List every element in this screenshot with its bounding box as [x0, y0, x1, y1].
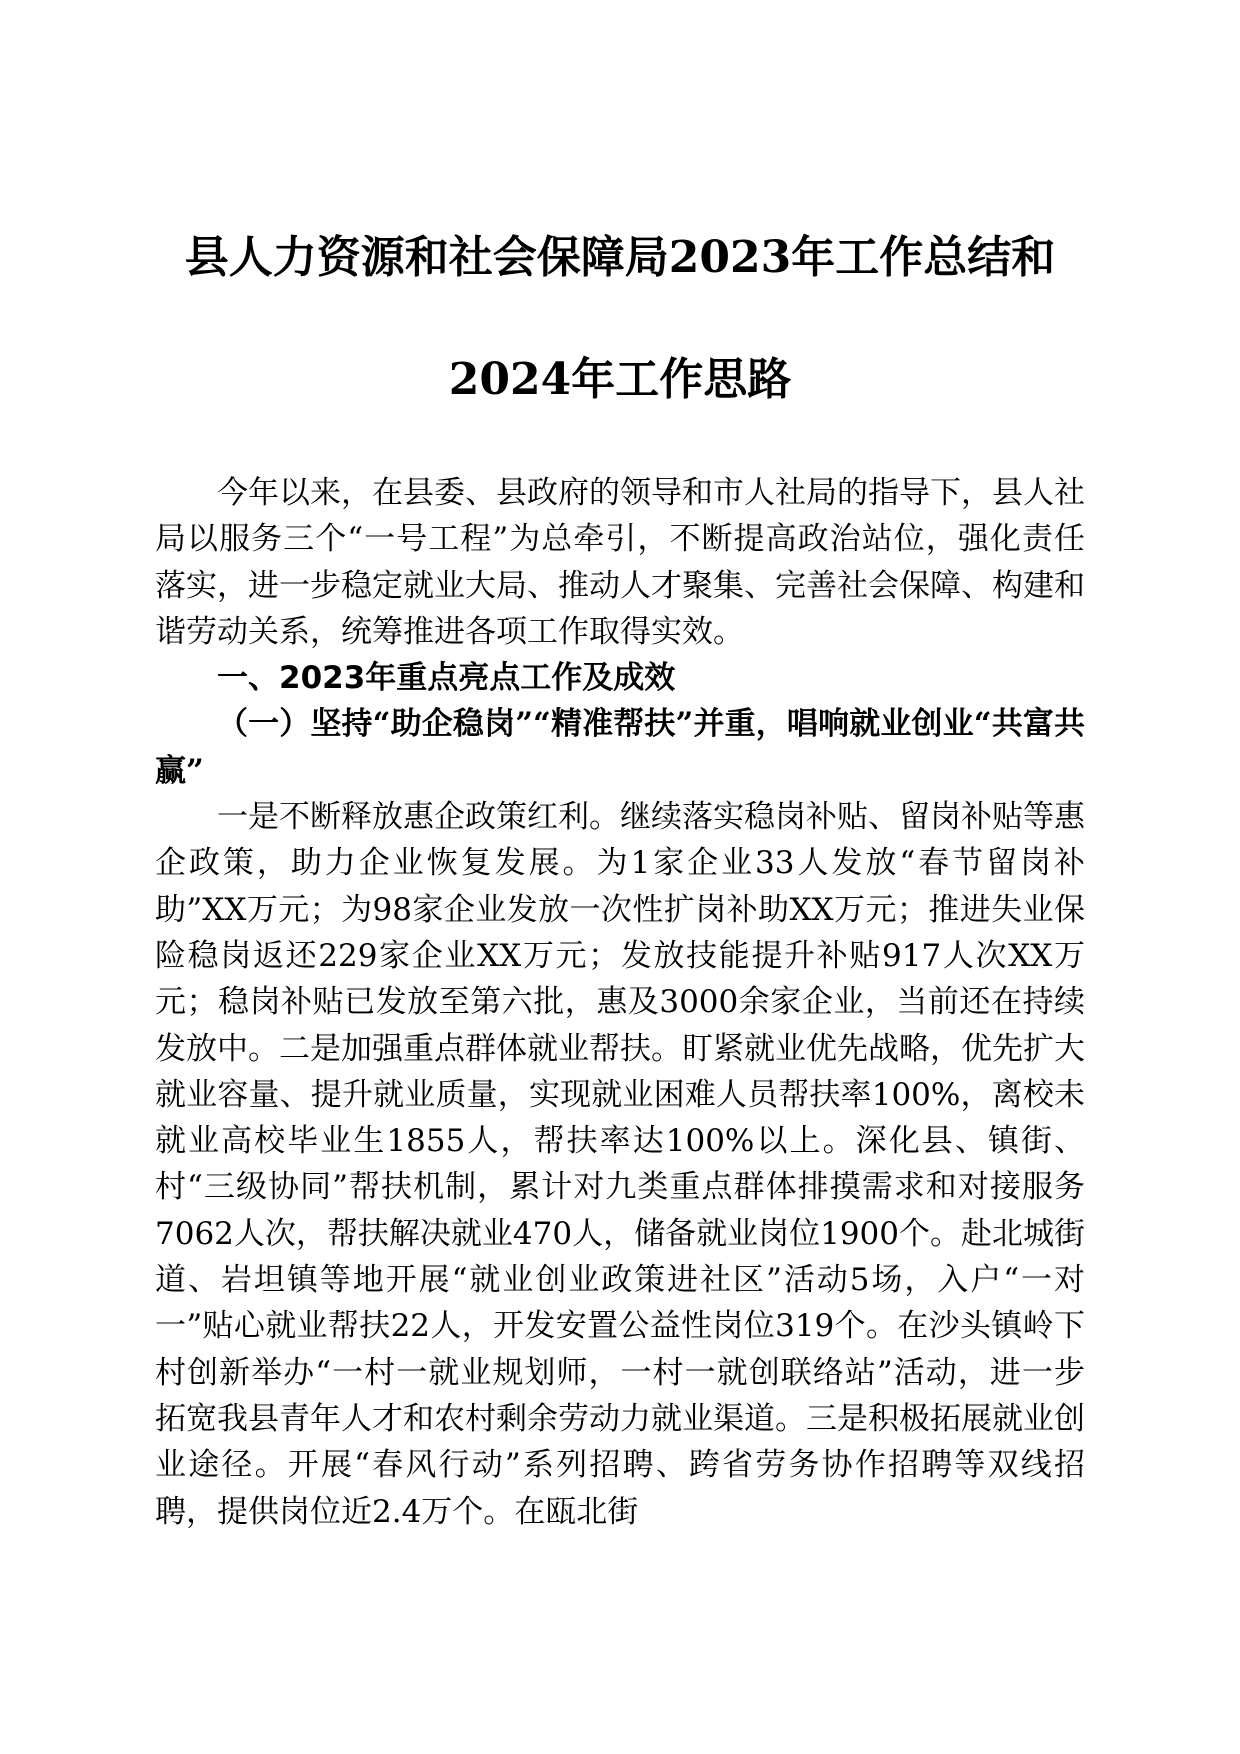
subsection-heading: （一）坚持“助企稳岗”“精准帮扶”并重，唱响就业创业“共富共赢”	[155, 706, 1085, 789]
document-body	[155, 470, 1085, 1535]
document-title-line-1: 县人力资源和社会保障局2023年工作总结和	[184, 232, 1056, 283]
document-title-line-2: 2024年工作思路	[448, 354, 792, 405]
body-paragraph: 一是不断释放惠企政策红利。继续落实稳岗补贴、留岗补贴等惠企政策，助力企业恢复发展。为1家企业33人发放“春节留岗补助”XX万元；为98家企业发放一次性扩岗补助XX万元；推进失业保险稳岗返还229家企业XX万元；发放技能提升补贴917人次XX万元；稳岗补贴已发放至第六批，惠及3000余家企业，当前还在持续发放中。二是加强重点群体就业帮扶。盯紧就业优先战略，优先扩大就业容量、提升就业质量，实现就业困难人员帮扶率100%，离校未就业高校毕业生1855人，帮扶率达100%以上。深化县、镇街、村“三级协同”帮扶机制，累计对九类重点群体排摸需求和对接服务7062人次，帮扶解决就业470人，储备就业岗位1900个。赴北城街道、岩坦镇等地开展“就业创业政策进社区”活动5场，入户“一对一”贴心就业帮扶22人，开发安置公益性岗位319个。在沙头镇岭下村创新举办“一村一就业规划师，一村一就创联络站”活动，进一步拓宽我县青年人才和农村剩余劳动力就业渠道。三是积极拓展就业创业途径。开展“春风行动”系列招聘、跨省劳务协作招聘等双线招聘，提供岗位近2.4万个。在瓯北街	[155, 799, 1085, 1530]
intro-paragraph: 今年以来，在县委、县政府的领导和市人社局的指导下，县人社局以服务三个“一号工程”为总牵引，不断提高政治站位，强化责任落实，进一步稳定就业大局、推动人才聚集、完善社会保障、构建和谐劳动关系，统筹推进各项工作取得实效。	[155, 475, 1085, 650]
section-heading: 一、2023年重点亮点工作及成效	[217, 660, 676, 697]
